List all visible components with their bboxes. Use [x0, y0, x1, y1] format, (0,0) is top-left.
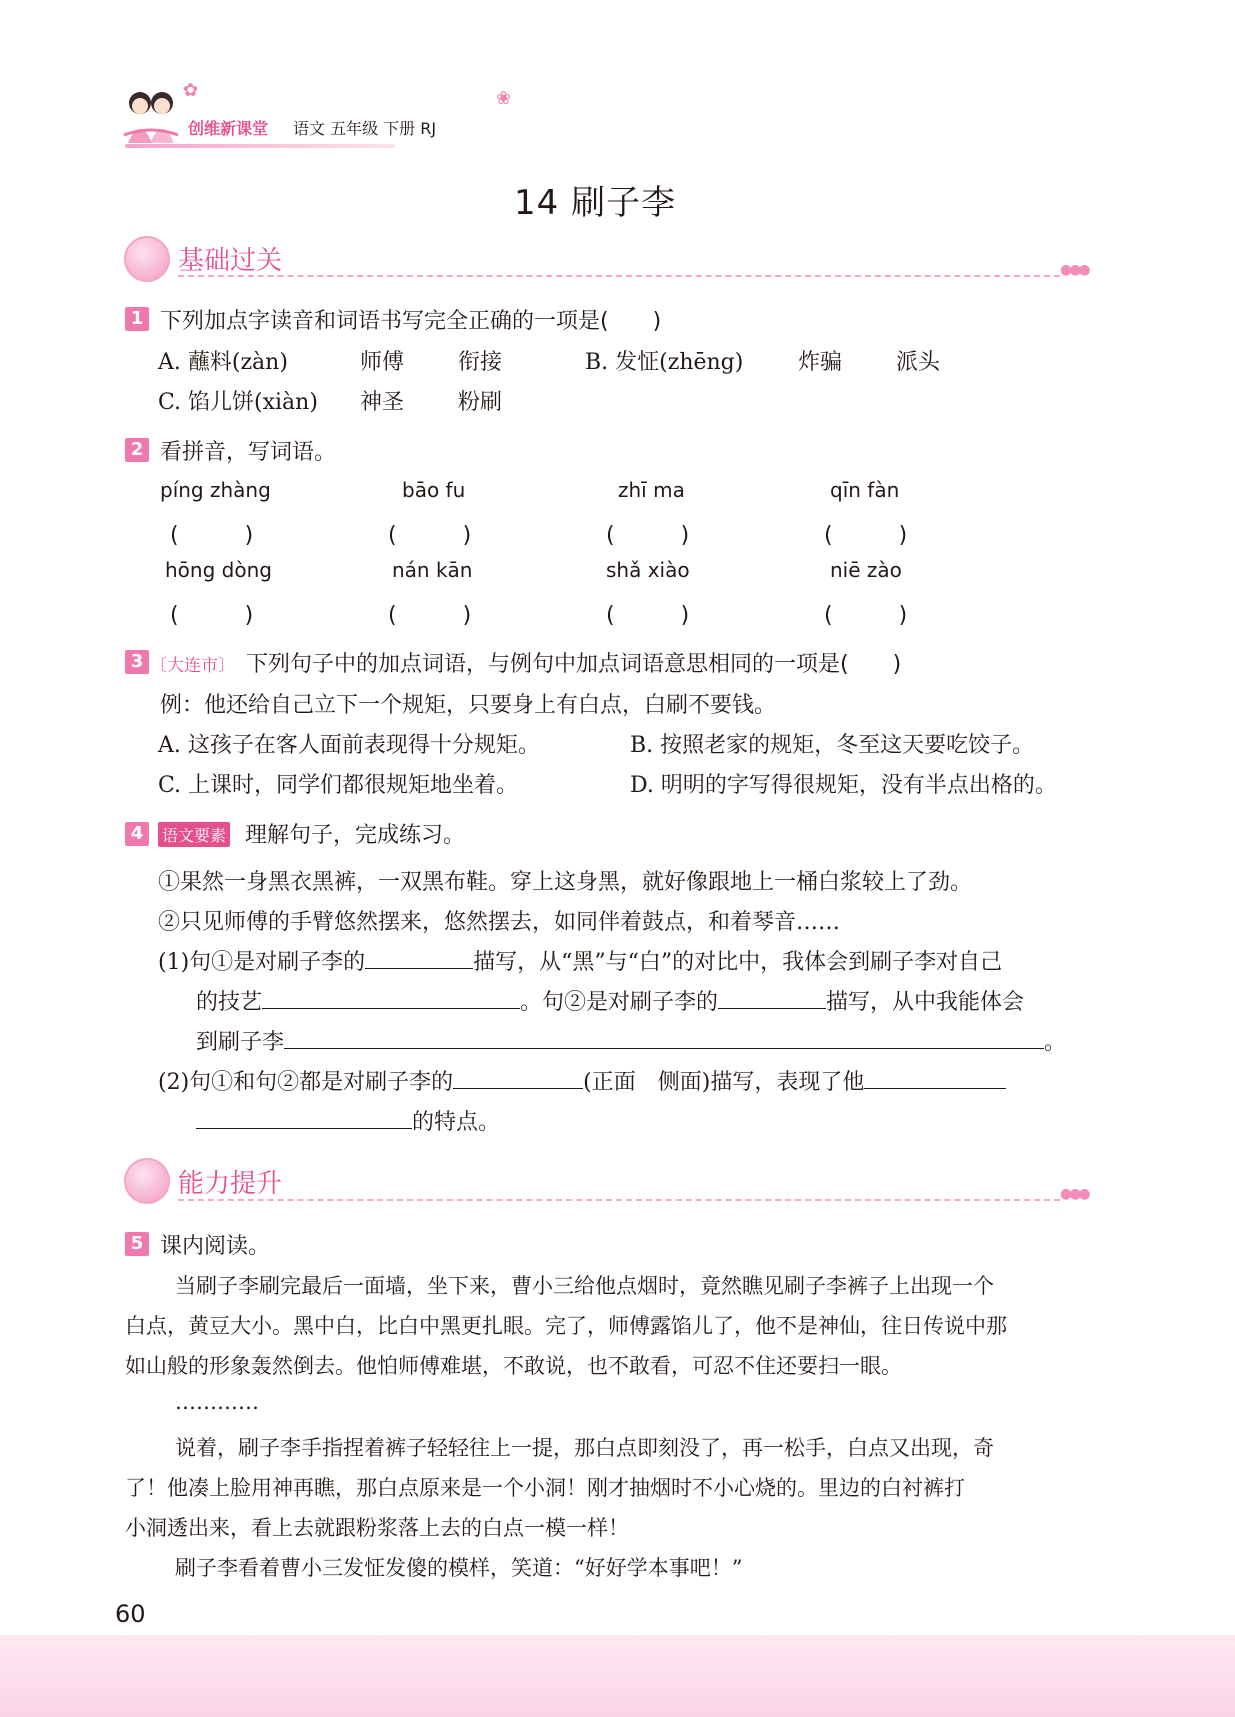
option-a-word3: 衔接 — [458, 350, 503, 375]
header-underline — [125, 144, 395, 148]
passage-ellipsis: ………… — [175, 1390, 259, 1414]
question-number: 5 — [125, 1232, 149, 1256]
answer-blank[interactable] — [262, 986, 520, 1009]
region-tag: 〔大连市〕 — [150, 656, 235, 676]
passage-line: 刷子李看着曹小三发怔发傻的模样，笑道：“好好学本事吧！” — [175, 1556, 743, 1580]
answer-blank[interactable]: ( ) — [170, 523, 254, 548]
book-info: 语文 五年级 下册 RJ — [293, 119, 437, 138]
pinyin-item: qīn fàn — [830, 478, 900, 502]
option-c-word3: 粉刷 — [458, 390, 503, 415]
sub-question-2-line2 — [196, 1105, 500, 1136]
text: (2)句①和句②都是对刷子李的 — [158, 1070, 454, 1095]
question-number: 2 — [125, 438, 149, 462]
element-tag: 语文要素 — [158, 822, 230, 847]
kids-logo-icon — [120, 85, 182, 147]
text: 。 — [1044, 1030, 1067, 1055]
option-a-word2: 师傅 — [360, 350, 405, 375]
option-a: A. 这孩子在客人面前表现得十分规矩。 — [158, 733, 540, 758]
answer-blank[interactable]: ( ) — [388, 523, 472, 548]
page-number: 60 — [115, 1600, 146, 1628]
text: (1)句①是对刷子李的 — [158, 950, 366, 975]
text: 描写，从中我能体会 — [826, 990, 1025, 1015]
option-b: B. 按照老家的规矩，冬至这天要吃饺子。 — [630, 733, 1035, 758]
section-divider — [178, 1199, 1060, 1201]
flower-icon: ❀ — [496, 88, 512, 109]
sentence-1: ①果然一身黑衣黑裤，一双黑布鞋。穿上这身黑，就好像跟地上一桶白浆较上了劲。 — [158, 870, 973, 895]
question-stem: 理解句子，完成练习。 — [245, 823, 466, 848]
pinyin-item: niē zào — [830, 558, 902, 582]
answer-blank[interactable] — [864, 1066, 1006, 1089]
question-number: 3 — [125, 650, 149, 674]
text: (正面 侧面)描写，表现了他 — [583, 1070, 865, 1095]
sub-question-1 — [158, 945, 1002, 976]
flower-icon: ✿ — [183, 80, 199, 101]
question-number: 1 — [125, 307, 149, 331]
section-title-ability: 能力提升 — [178, 1169, 283, 1199]
passage-line: 了！他凑上脸用神再瞧，那白点原来是一个小洞！刚才抽烟时不小心烧的。里边的白衬裤打 — [125, 1476, 965, 1500]
pinyin-item: zhī ma — [618, 478, 685, 502]
question-stem: 下列句子中的加点词语，与例句中加点词语意思相同的一项是( ) — [246, 652, 902, 677]
question-number: 4 — [125, 822, 149, 846]
text: 到刷子李 — [196, 1030, 285, 1055]
option-c: C. 上课时，同学们都很规矩地坐着。 — [158, 773, 519, 798]
option-b-word1: B. 发怔(zhēng) — [585, 350, 744, 375]
pinyin-item: nán kān — [392, 558, 473, 582]
sub-question-2 — [158, 1065, 1006, 1096]
section-title-basic: 基础过关 — [178, 246, 283, 276]
question-stem: 下列加点字读音和词语书写完全正确的一项是( ) — [160, 309, 662, 334]
passage-line: 白点，黄豆大小。黑中白，比白中黑更扎眼。完了，师傅露馅儿了，他不是神仙，往日传说中那 — [125, 1314, 1007, 1338]
question-stem: 课内阅读。 — [160, 1234, 271, 1259]
decor-dots-icon: ●●● — [1060, 262, 1088, 278]
answer-blank[interactable]: ( ) — [388, 603, 472, 628]
question-stem: 看拼音，写词语。 — [160, 440, 337, 465]
passage-line: 当刷子李刷完最后一面墙，坐下来，曹小三给他点烟时，竟然瞧见刷子李裤子上出现一个 — [175, 1274, 994, 1298]
section-divider — [178, 275, 1060, 277]
option-d: D. 明明的字写得很规矩，没有半点出格的。 — [630, 773, 1057, 798]
brand-name: 创维新课堂 — [188, 119, 269, 138]
sub-question-1-line2 — [196, 985, 1024, 1016]
sentence-2: ②只见师傅的手臂悠然摆来，悠然摆去，如同伴着鼓点，和着琴音…… — [158, 910, 841, 935]
pinyin-item: hōng dòng — [165, 558, 272, 582]
pinyin-item: bāo fu — [402, 478, 466, 502]
answer-blank[interactable] — [365, 946, 473, 969]
option-b-word3: 派头 — [896, 350, 941, 375]
answer-blank[interactable] — [453, 1066, 583, 1089]
section-badge-icon — [124, 1158, 170, 1204]
section-badge-icon — [124, 236, 170, 282]
option-b-word2: 炸骗 — [798, 350, 843, 375]
footer-band — [0, 1635, 1235, 1717]
answer-blank[interactable]: ( ) — [606, 603, 690, 628]
text: 的特点。 — [412, 1110, 501, 1135]
answer-blank[interactable] — [196, 1106, 412, 1129]
option-c-word2: 神圣 — [360, 390, 405, 415]
sub-question-1-line3 — [196, 1025, 1066, 1056]
answer-blank[interactable] — [718, 986, 826, 1009]
lesson-title: 14 刷子李 — [514, 183, 677, 223]
passage-line: 说着，刷子李手指捏着裤子轻轻往上一提，那白点即刻没了，再一松手，白点又出现，奇 — [175, 1436, 994, 1460]
option-a-word1: A. 蘸料(zàn) — [158, 350, 288, 375]
answer-blank[interactable]: ( ) — [824, 603, 908, 628]
answer-blank[interactable]: ( ) — [170, 603, 254, 628]
passage-line: 小洞透出来，看上去就跟粉浆落上去的白点一模一样！ — [125, 1516, 629, 1540]
option-c-word1: C. 馅儿饼(xiàn) — [158, 390, 318, 415]
text: 描写，从“黑”与“白”的对比中，我体会到刷子李对自己 — [473, 950, 1003, 975]
example-sentence: 例：他还给自己立下一个规矩，只要身上有白点，白刷不要钱。 — [160, 693, 777, 718]
text: 的技艺 — [196, 990, 263, 1015]
pinyin-item: píng zhàng — [160, 478, 271, 502]
answer-blank[interactable]: ( ) — [606, 523, 690, 548]
text: 。句②是对刷子李的 — [520, 990, 719, 1015]
passage-line: 如山般的形象轰然倒去。他怕师傅难堪，不敢说，也不敢看，可忍不住还要扫一眼。 — [125, 1354, 902, 1378]
pinyin-item: shǎ xiào — [606, 558, 690, 582]
decor-dots-icon: ●●● — [1060, 1186, 1088, 1202]
answer-blank[interactable] — [284, 1026, 1044, 1049]
answer-blank[interactable]: ( ) — [824, 523, 908, 548]
